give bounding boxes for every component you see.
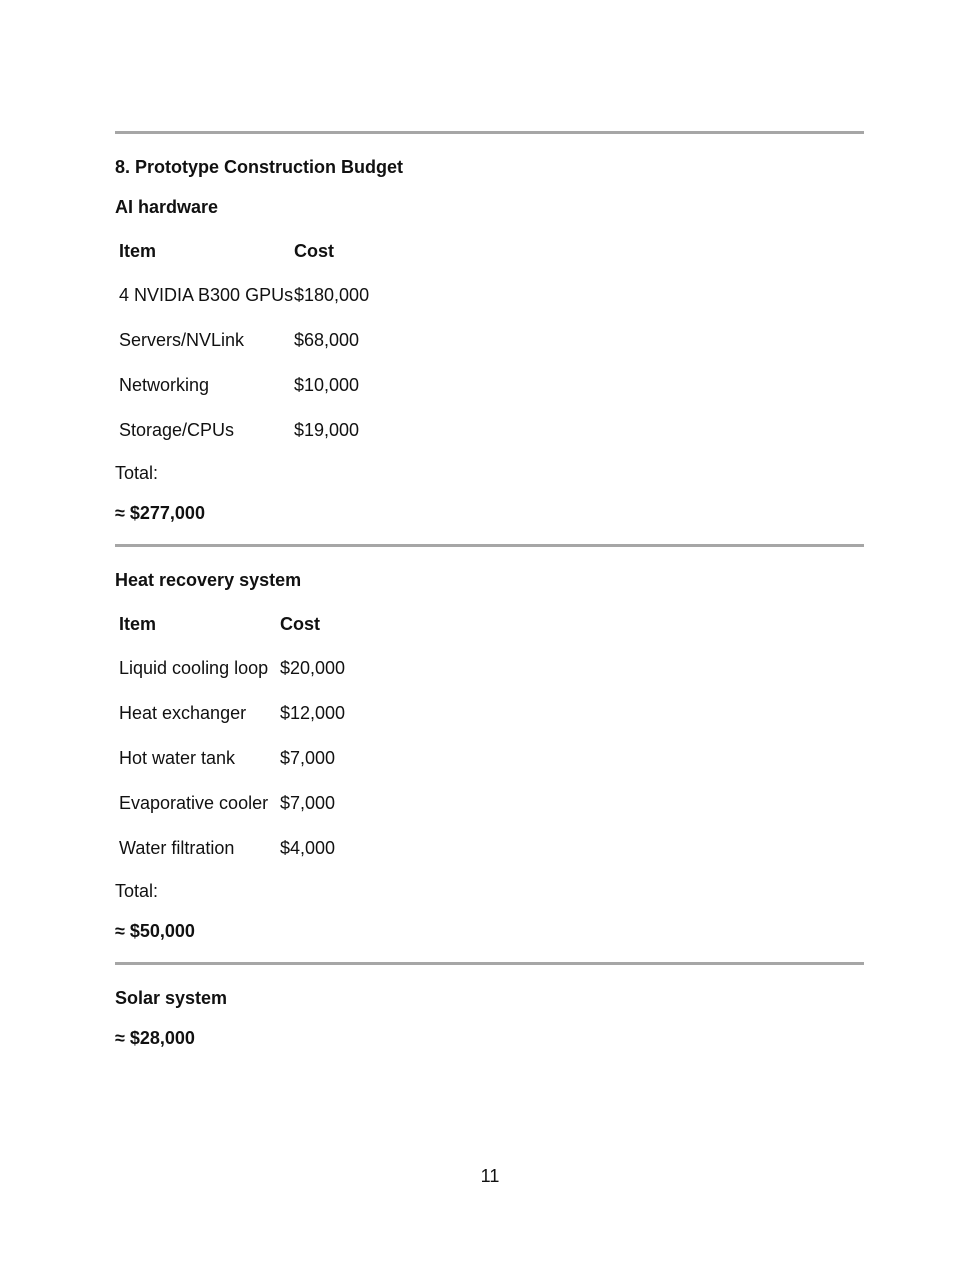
table-cell-cost: $7,000 <box>280 748 336 768</box>
table-cell-item: Storage/CPUs <box>119 420 235 440</box>
section-divider <box>115 962 864 965</box>
table-cell-cost: $10,000 <box>294 375 360 395</box>
table-header-cost: Cost <box>280 614 320 634</box>
section-title: 8. Prototype Construction Budget <box>115 157 403 177</box>
table-cell-cost: $180,000 <box>294 285 370 305</box>
heat-recovery-total-value: ≈ $50,000 <box>115 921 195 941</box>
table-cell-item: Heat exchanger <box>119 703 247 723</box>
table-cell-cost: $68,000 <box>294 330 360 350</box>
table-cell-item: Hot water tank <box>119 748 236 768</box>
table-cell-cost: $19,000 <box>294 420 360 440</box>
table-cell-cost: $12,000 <box>280 703 346 723</box>
table-header-cost: Cost <box>294 241 334 261</box>
ai-hardware-total-label: Total: <box>115 463 159 483</box>
ai-hardware-heading: AI hardware <box>115 197 219 217</box>
solar-heading: Solar system <box>115 988 228 1008</box>
table-cell-item: Evaporative cooler <box>119 793 269 813</box>
heat-recovery-heading: Heat recovery system <box>115 570 302 590</box>
heat-recovery-total-label: Total: <box>115 881 159 901</box>
table-header-item: Item <box>119 614 157 634</box>
solar-total-value: ≈ $28,000 <box>115 1028 195 1048</box>
ai-hardware-total-value: ≈ $277,000 <box>115 503 205 523</box>
table-cell-cost: $20,000 <box>280 658 346 678</box>
table-header-item: Item <box>119 241 157 261</box>
top-divider <box>115 131 864 134</box>
table-cell-item: Water filtration <box>119 838 235 858</box>
table-cell-cost: $7,000 <box>280 793 336 813</box>
table-cell-cost: $4,000 <box>280 838 336 858</box>
table-cell-item: 4 NVIDIA B300 GPUs <box>119 285 294 305</box>
table-cell-item: Networking <box>119 375 210 395</box>
table-cell-item: Liquid cooling loop <box>119 658 269 678</box>
section-divider <box>115 544 864 547</box>
page-number: 11 <box>480 1166 500 1186</box>
table-cell-item: Servers/NVLink <box>119 330 245 350</box>
